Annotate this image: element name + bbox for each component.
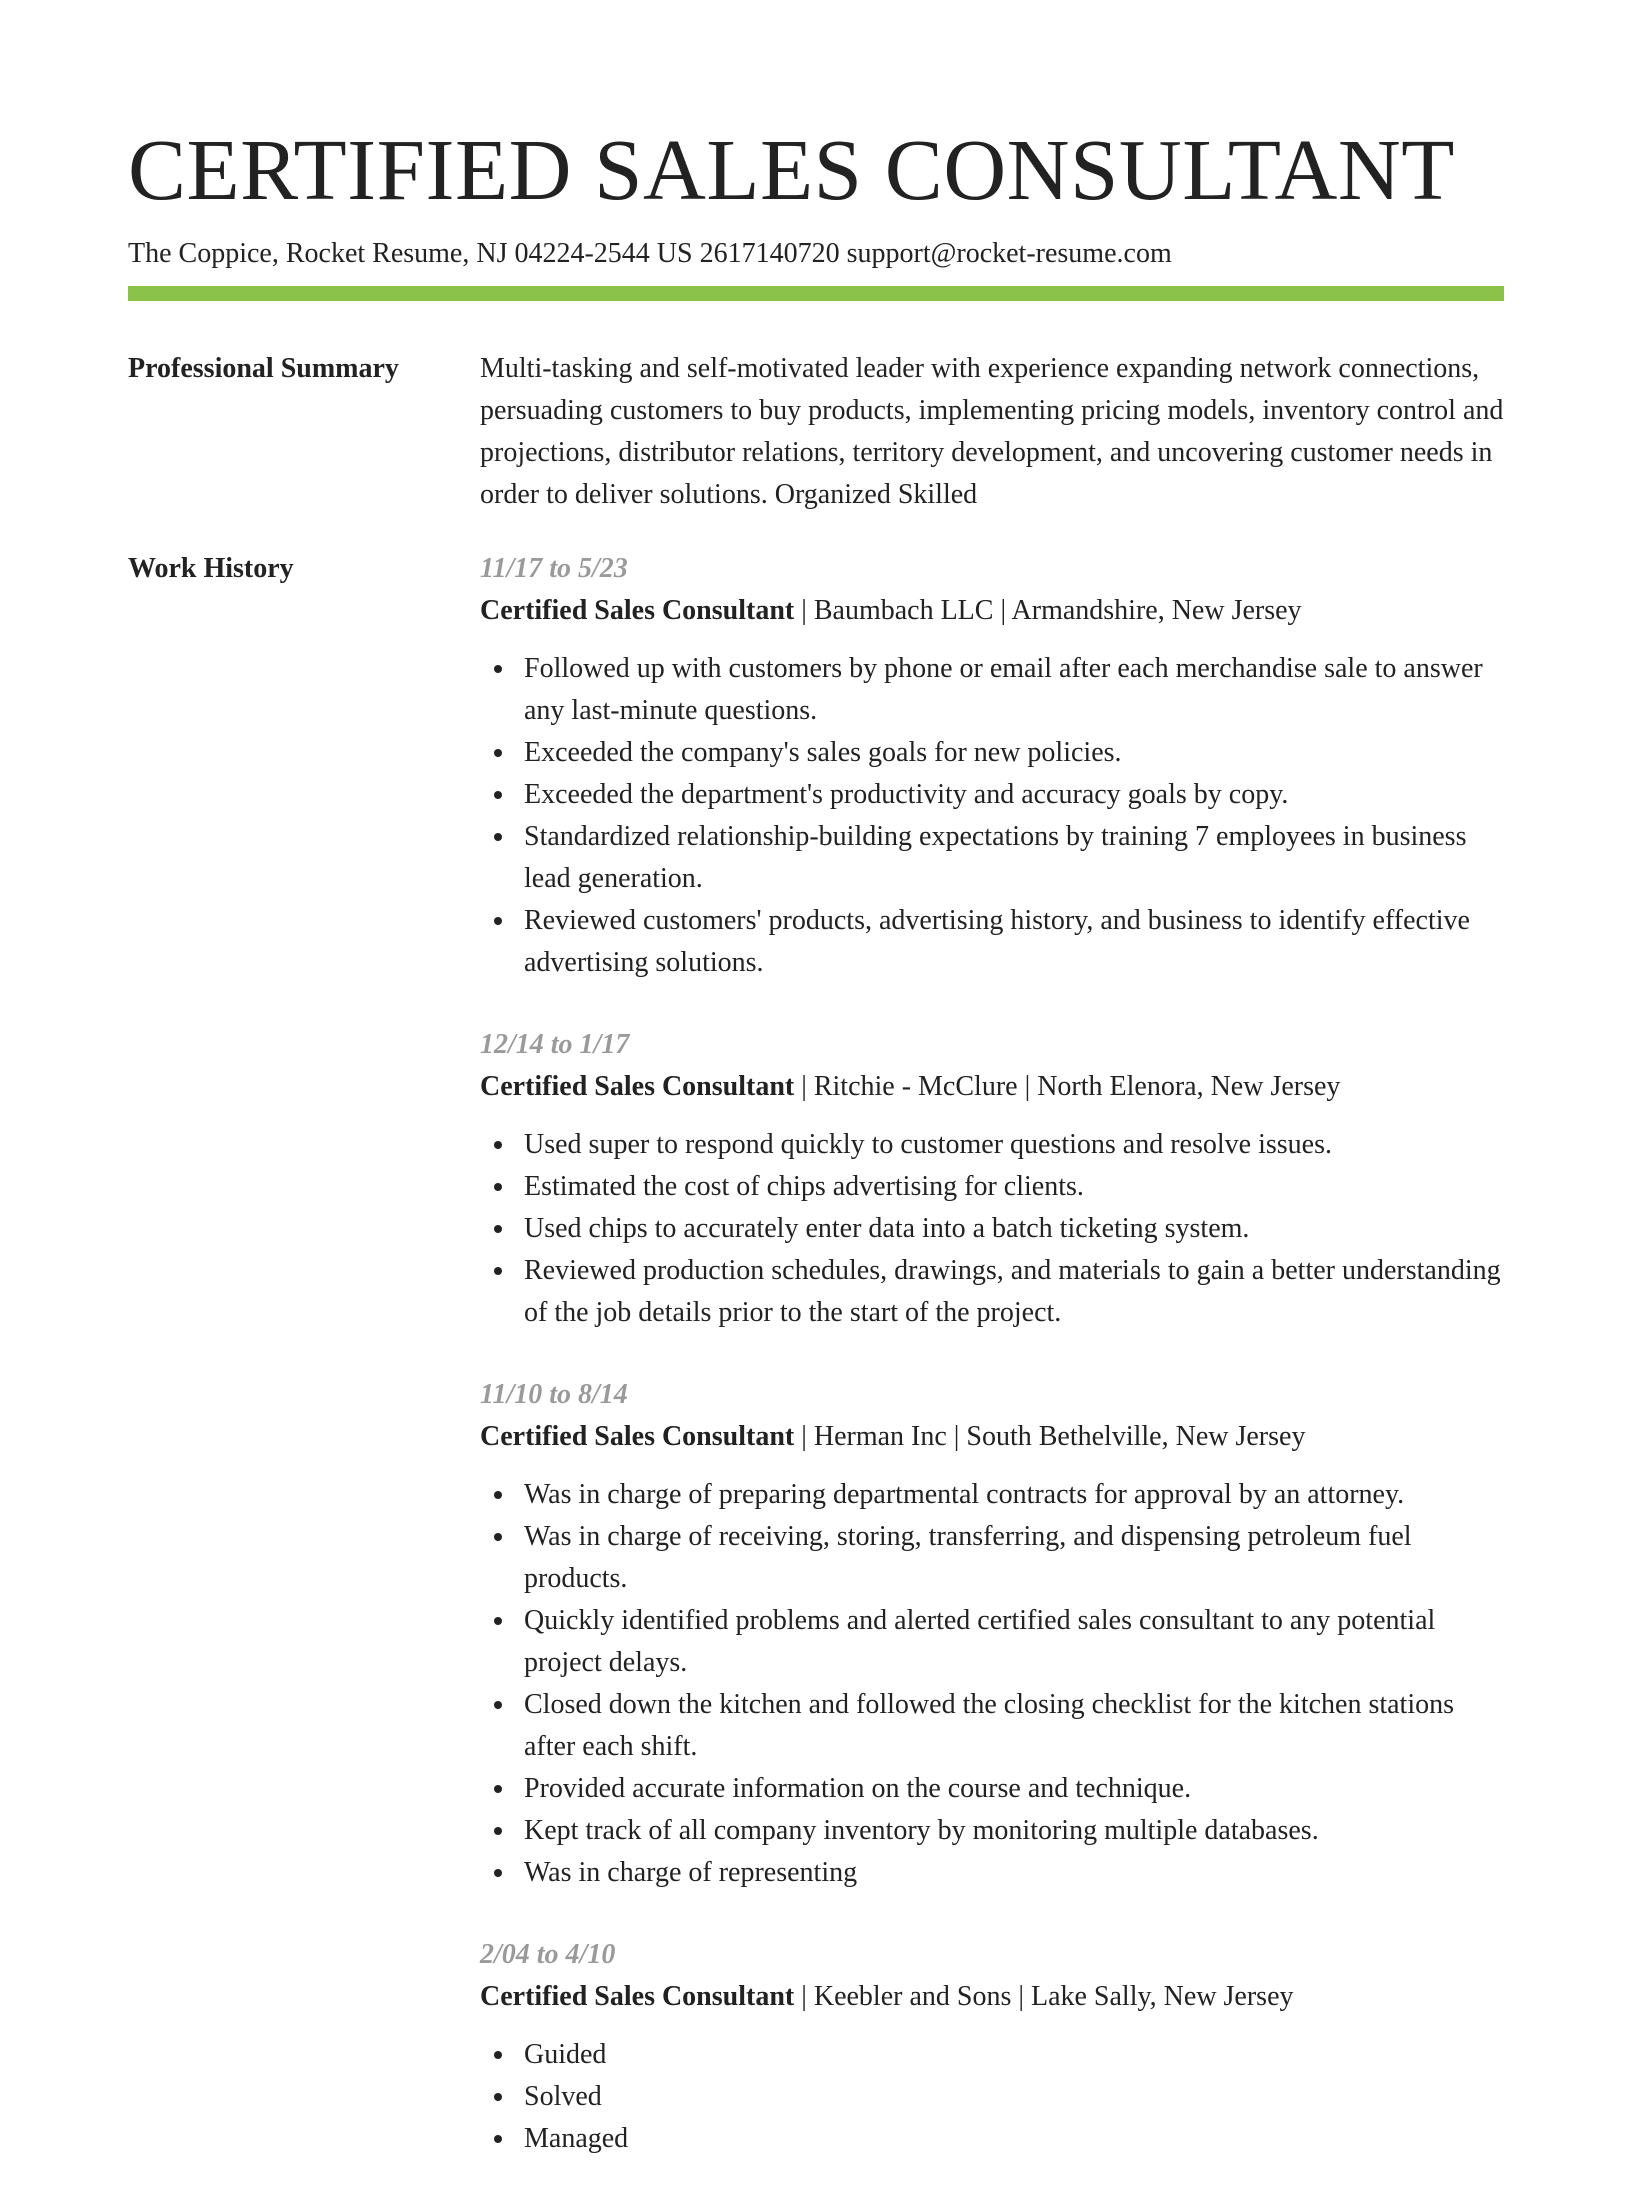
separator: |: [794, 1421, 814, 1452]
job-bullet-list: [480, 2034, 1504, 2160]
job-company: Keebler and Sons: [813, 1981, 1012, 2012]
job-heading-line: [480, 1976, 1504, 2018]
separator: |: [993, 595, 1012, 626]
job-bullet-list: [480, 1474, 1504, 1894]
job-bullet-list: [480, 648, 1504, 984]
job-heading-line: [480, 590, 1504, 632]
list-item: Closed down the kitchen and followed the closing checklist for the kitchen stations after each shift.: [524, 1684, 1504, 1768]
accent-divider: [128, 286, 1504, 301]
list-item: Reviewed customers' products, advertising history, and business to identify effective advertising solutions.: [524, 900, 1504, 984]
list-item: Managed: [524, 2118, 1504, 2160]
list-item: Was in charge of preparing departmental contracts for approval by an attorney.: [524, 1474, 1504, 1516]
work-history-body: [480, 548, 1504, 2200]
list-item: Followed up with customers by phone or email after each merchandise sale to answer any last-minute questions.: [524, 648, 1504, 732]
job-company: Ritchie - McClure: [813, 1071, 1018, 1102]
list-item: Exceeded the department's productivity and accuracy goals by copy.: [524, 774, 1504, 816]
job-entry: [480, 1374, 1504, 1894]
job-title: Certified Sales Consultant: [480, 1421, 795, 1452]
work-history-heading: Work History: [128, 553, 294, 584]
list-item: Used super to respond quickly to customer questions and resolve issues.: [524, 1124, 1504, 1166]
list-item: Standardized relationship-building expectations by training 7 employees in business lead generation.: [524, 816, 1504, 900]
job-entry: [480, 1934, 1504, 2160]
list-item: Was in charge of receiving, storing, transferring, and dispensing petroleum fuel products.: [524, 1516, 1504, 1600]
list-item: Reviewed production schedules, drawings, and materials to gain a better understanding of the job details prior to the start of the project.: [524, 1250, 1504, 1334]
separator: |: [946, 1421, 967, 1452]
separator: |: [794, 595, 814, 626]
job-dates: 12/14 to 1/17: [480, 1029, 630, 1060]
resume-header: [128, 118, 1504, 274]
job-location: Lake Sally, New Jersey: [1030, 1981, 1294, 2012]
job-title: Certified Sales Consultant: [480, 595, 795, 626]
job-company: Herman Inc: [813, 1421, 947, 1452]
job-title: Certified Sales Consultant: [480, 1981, 795, 2012]
candidate-name: CERTIFIED SALES CONSULTANT: [128, 121, 1455, 218]
job-dates: 11/17 to 5/23: [480, 553, 628, 584]
list-item: Used chips to accurately enter data into a batch ticketing system.: [524, 1208, 1504, 1250]
summary-body: [480, 348, 1504, 516]
separator: |: [794, 1071, 814, 1102]
summary-text: Multi-tasking and self-motivated leader with experience expanding network connections, persuading customers to buy products, implementing pricing models, inventory control and projections, distributor relations, territory development, and uncovering customer needs in order to deliver solutions. Organized Skilled: [480, 353, 1504, 510]
job-location: Armandshire, New Jersey: [1011, 595, 1302, 626]
list-item: Provided accurate information on the course and technique.: [524, 1768, 1504, 1810]
job-location: North Elenora, New Jersey: [1037, 1071, 1341, 1102]
job-heading-line: [480, 1416, 1504, 1458]
job-location: South Bethelville, New Jersey: [966, 1421, 1306, 1452]
list-item: Guided: [524, 2034, 1504, 2076]
list-item: Exceeded the company's sales goals for new policies.: [524, 732, 1504, 774]
job-heading-line: [480, 1066, 1504, 1108]
job-title: Certified Sales Consultant: [480, 1071, 795, 1102]
list-item: Kept track of all company inventory by monitoring multiple databases.: [524, 1810, 1504, 1852]
separator: |: [1011, 1981, 1031, 2012]
contact-line: The Coppice, Rocket Resume, NJ 04224-2544 US 2617140720 support@rocket-resume.com: [128, 238, 1172, 269]
job-bullet-list: [480, 1124, 1504, 1334]
list-item: Quickly identified problems and alerted certified sales consultant to any potential project delays.: [524, 1600, 1504, 1684]
list-item: Estimated the cost of chips advertising for clients.: [524, 1166, 1504, 1208]
list-item: Was in charge of representing: [524, 1852, 1504, 1894]
job-entry: [480, 1024, 1504, 1334]
job-dates: 2/04 to 4/10: [480, 1939, 616, 1970]
job-dates: 11/10 to 8/14: [480, 1379, 628, 1410]
job-entry: [480, 548, 1504, 984]
list-item: Solved: [524, 2076, 1504, 2118]
separator: |: [794, 1981, 814, 2012]
job-company: Baumbach LLC: [813, 595, 994, 626]
summary-heading: Professional Summary: [128, 353, 399, 384]
separator: |: [1017, 1071, 1038, 1102]
